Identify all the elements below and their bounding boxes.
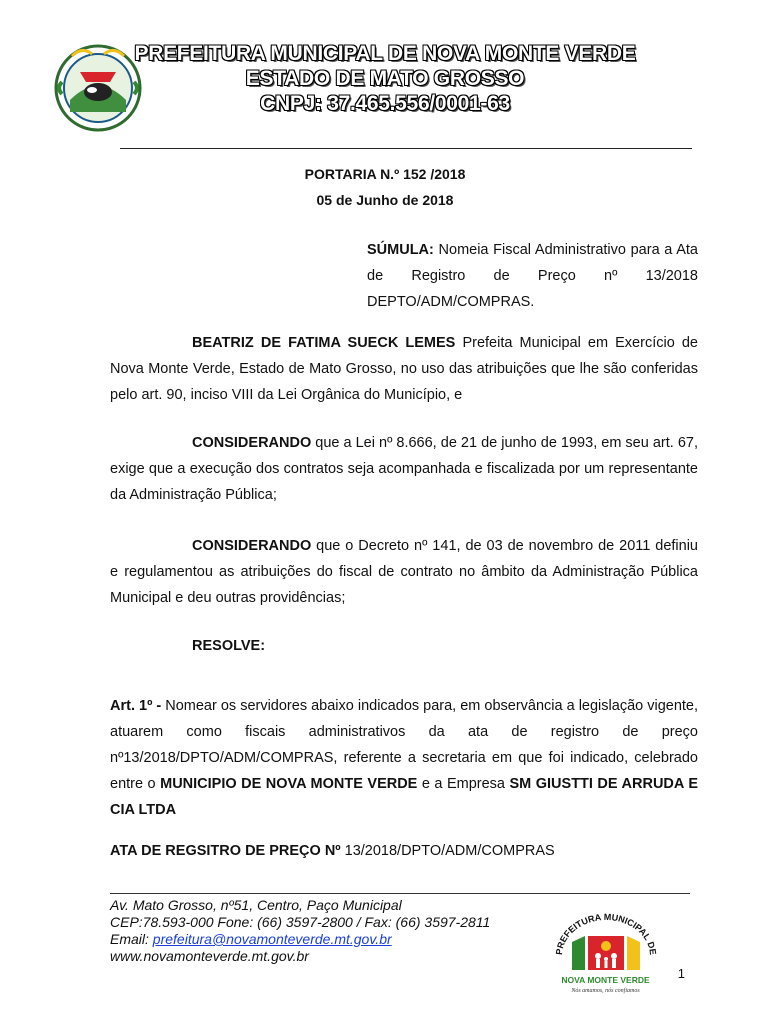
intro-text: Prefeita Municipal em Exercício de Nova Monte Verde, Estado de Mato Grosso, no uso das atribuições que lhe são conferidas pelo art. 90, inciso VIII da Lei Orgânica do Município, e <box>110 335 698 403</box>
sumula-label: SÚMULA: <box>367 242 434 258</box>
header-separator <box>120 148 692 149</box>
footer-address: Av. Mato Grosso, nº51, Centro, Paço Municipal <box>110 897 402 913</box>
ata-line <box>110 838 698 864</box>
nova-monte-verde-logo <box>548 912 663 1002</box>
considerando-2-paragraph <box>110 533 698 611</box>
header-line-1: PREFEITURA MUNICIPAL DE NOVA MONTE VERDE <box>134 42 636 65</box>
article-1-text-2: e a Empresa <box>421 776 505 792</box>
ata-label: ATA DE REGSITRO DE PREÇO Nº <box>110 843 341 859</box>
article-1-label: Art. 1º - <box>110 698 162 714</box>
considerando-2-label: CONSIDERANDO <box>192 538 312 554</box>
logo-name: NOVA MONTE VERDE <box>561 975 650 985</box>
footer-website: www.novamonteverde.mt.gov.br <box>110 948 309 964</box>
sumula <box>367 237 698 315</box>
resolve-heading <box>110 633 698 659</box>
considerando-2-text: que o Decreto nº 141, de 03 de novembro de 2011 definiu e regulamentou as atribuições do fiscal de contrato no âmbito da Administração Pública Municipal e deu outras providências; <box>110 538 698 606</box>
header-line-2: ESTADO DE MATO GROSSO <box>245 67 525 90</box>
considerando-1-label: CONSIDERANDO <box>192 435 312 451</box>
footer-email-link[interactable]: prefeitura@novamonteverde.mt.gov.br <box>152 931 392 947</box>
portaria-date: 05 de Junho de 2018 <box>316 192 454 208</box>
resolve-label: RESOLVE: <box>192 638 266 654</box>
portaria-number: PORTARIA N.º 152 /2018 <box>304 166 466 182</box>
footer-email-label: Email: <box>110 931 149 947</box>
intro-paragraph <box>110 330 698 408</box>
page-number: 1 <box>677 966 685 981</box>
article-1-party-2: SM GIUSTTI DE ARRUDA E CIA LTDA <box>110 776 698 818</box>
sumula-text: Nomeia Fiscal Administrativo para a Ata de Registro de Preço nº 13/2018 DEPTO/ADM/COMPRAS. <box>367 242 698 310</box>
article-1-text: Nomear os servidores abaixo indicados para, em observância a legislação vigente, atuarem como fiscais administrativos da ata de registro de preço nº13/2018/DPTO/ADM/COMPRAS, referente a secretaria em que foi indicado, celebrado entre o <box>110 698 699 792</box>
footer-email-line <box>110 931 392 948</box>
article-1-party-1: MUNICIPIO DE NOVA MONTE VERDE <box>160 776 418 792</box>
considerando-1-paragraph <box>110 430 698 508</box>
logo-arc-text: PREFEITURA MUNICIPAL DE <box>553 912 659 956</box>
article-1-paragraph <box>110 693 698 823</box>
mayor-name: BEATRIZ DE FATIMA SUECK LEMES <box>192 335 456 351</box>
logo-slogan: Nós amamos, nós confiamos <box>571 988 640 994</box>
considerando-1-text: que a Lei nº 8.666, de 21 de junho de 1993, em seu art. 67, exige que a execução dos contratos seja acompanhada e fiscalizada por um representante da Administração Pública; <box>110 435 698 503</box>
footer-contact: CEP:78.593-000 Fone: (66) 3597-2800 / Fax: (66) 3597-2811 <box>110 914 491 930</box>
header-line-3: CNPJ: 37.465.556/0001-63 <box>260 92 510 115</box>
footer-separator <box>110 893 690 894</box>
ata-value: 13/2018/DPTO/ADM/COMPRAS <box>344 843 555 859</box>
